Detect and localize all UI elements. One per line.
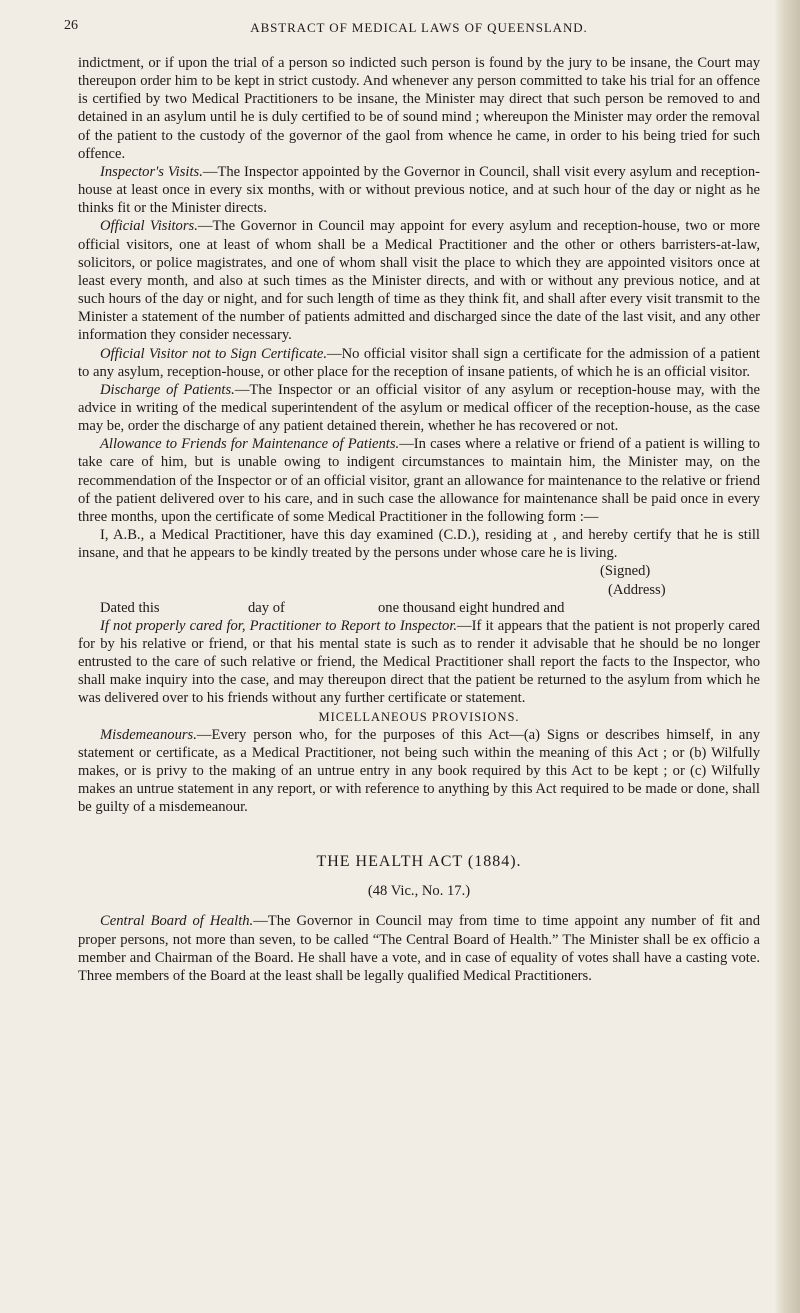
section-heading: Central Board of Health. (100, 913, 254, 930)
section-text: —The Governor in Council may from time to time appoint any number of fit and proper persons, not more than seven, to be called “The Central Board of Health.” The Minister shall be ex officio a member and Chairman of the Board. He shall have a vote, and in case of equality of votes shall have a casting vote. Three members of the Board at the least shall be legally qualified Medical Practitioners. (78, 913, 760, 984)
act-title: THE HEALTH ACT (1884). (316, 853, 522, 871)
section-heading: Misdemeanours. (100, 726, 197, 743)
misdemeanours-section (78, 726, 760, 817)
section-heading: Official Visitors. (100, 218, 198, 235)
page-edge-shadow (774, 0, 800, 1313)
section-text: —The Governor in Council may appoint for every asylum and reception-house, two or more official visitors, one at least of whom shall be a Medical Practitioner and the other or others barristers-at-law, solicitors, or police magistrates, and one of whom shall visit the place to which they are appointed visitors once at least every month, and also at such times as the Minister directs, and with or without any previous notice, and at such hours of the day or night, and for such length of time as they think fit, and shall after every visit transmit to the Minister a statement of the number of patients admitted and discharged since the date of the last visit, and any other information they consider necessary. (78, 218, 760, 344)
section-heading: Discharge of Patients. (100, 381, 235, 398)
section-text: —In cases where a relative or friend of a patient is willing to take care of him, but is unable owing to indigent circumstances to maintain him, the Minister may, on the recommendation of the Inspector or of an official visitor, grant an allowance for maintenance to the relative or friend of the patient delivered over to his care, and in such case the allowance for maintenance shall be paid once in every three months, upon the certificate of some Medical Practitioner in the following form :— (78, 436, 760, 525)
section-text: —No official visitor shall sign a certificate for the admission of a patient to any asylum, reception-house, or other place for the reception of insane patients, of which he is an official visitor. (78, 345, 760, 380)
section-text: —The Inspector or an official visitor of any asylum or reception-house may, with the advice in writing of the medical superintendent of the asylum or medical officer of the reception-house, as the case may be, order the discharge of any patient detained therein, whether he has recovered or not. (78, 381, 760, 435)
page-header (64, 18, 760, 42)
running-title: ABSTRACT OF MEDICAL LAWS OF QUEENSLAND. (250, 20, 588, 35)
visitor-not-sign-section (78, 345, 760, 381)
discharge-section (78, 381, 760, 435)
section-heading: Official Visitor not to Sign Certificate. (100, 345, 328, 362)
section-heading: Inspector's Visits. (100, 163, 203, 180)
dated-line (78, 599, 760, 617)
act-citation: (48 Vic., No. 17.) (367, 883, 471, 900)
intro-paragraph: indictment, or if upon the trial of a person so indicted such person is found by the jury to be insane, the Court may thereupon order him to be kept in strict custody. And whenever any person committed to take his trial for an offence is certified by two Medical Practitioners to be insane, the Minister may direct that such person be removed to and detained in an asylum until he is duly certified to be of sound mind ; whereupon the Minister may order the removal of the patient to the custody of the governor of the gaol from whence he came, in order to his being tried for such offence. (78, 55, 760, 162)
official-visitors-section (78, 217, 760, 344)
document-page (64, 18, 760, 985)
miscellaneous-heading: MICELLANEOUS PROVISIONS. (318, 709, 520, 724)
allowance-section (78, 435, 760, 526)
section-text: —If it appears that the patient is not properly cared for by his relative or friend, or that his mental state is such as to render it advisable that he should be no longer entrusted to the care of such relative or friend, the Medical Practitioner shall report the facts to the Inspector, who shall make inquiry into the case, and may thereupon direct that the patient be returned to the asylum from which he was delivered over to his friends without any further certificate or statement. (78, 617, 760, 707)
form-address: (Address) (608, 581, 666, 598)
form-signed: (Signed) (600, 563, 651, 580)
dated-part: day of (248, 599, 285, 616)
certificate-form-text: I, A.B., a Medical Practitioner, have this day examined (C.D.), residing at , and hereby certify that he is still insane, and that he appears to be kindly treated by the persons under whose care he is living. (78, 527, 760, 562)
dated-part: Dated this (100, 599, 160, 616)
report-section (78, 617, 760, 708)
inspectors-visits-section (78, 163, 760, 217)
section-heading: If not properly cared for, Practitioner to Report to Inspector. (100, 617, 458, 634)
central-board-section (78, 912, 760, 985)
dated-part: one thousand eight hundred and (378, 599, 565, 616)
page-number: 26 (64, 18, 78, 33)
section-text: —Every person who, for the purposes of this Act—(a) Signs or describes himself, in any statement or certificate, as a Medical Practitioner, not being such within the meaning of this Act ; or (b) Wilfully makes, or is privy to the making of an untrue entry in any book required by this Act to be kept ; or (c) Wilfully makes an untrue statement in any report, or with reference to anything by this Act required to be made or done, shall be guilty of a misdemeanour. (78, 726, 760, 816)
section-text: —The Inspector appointed by the Governor in Council, shall visit every asylum and reception-house at least once in every six months, with or without previous notice, and at such hour of the day or night as he thinks fit or the Minister directs. (78, 163, 760, 217)
section-heading: Allowance to Friends for Maintenance of Patients. (100, 436, 400, 453)
